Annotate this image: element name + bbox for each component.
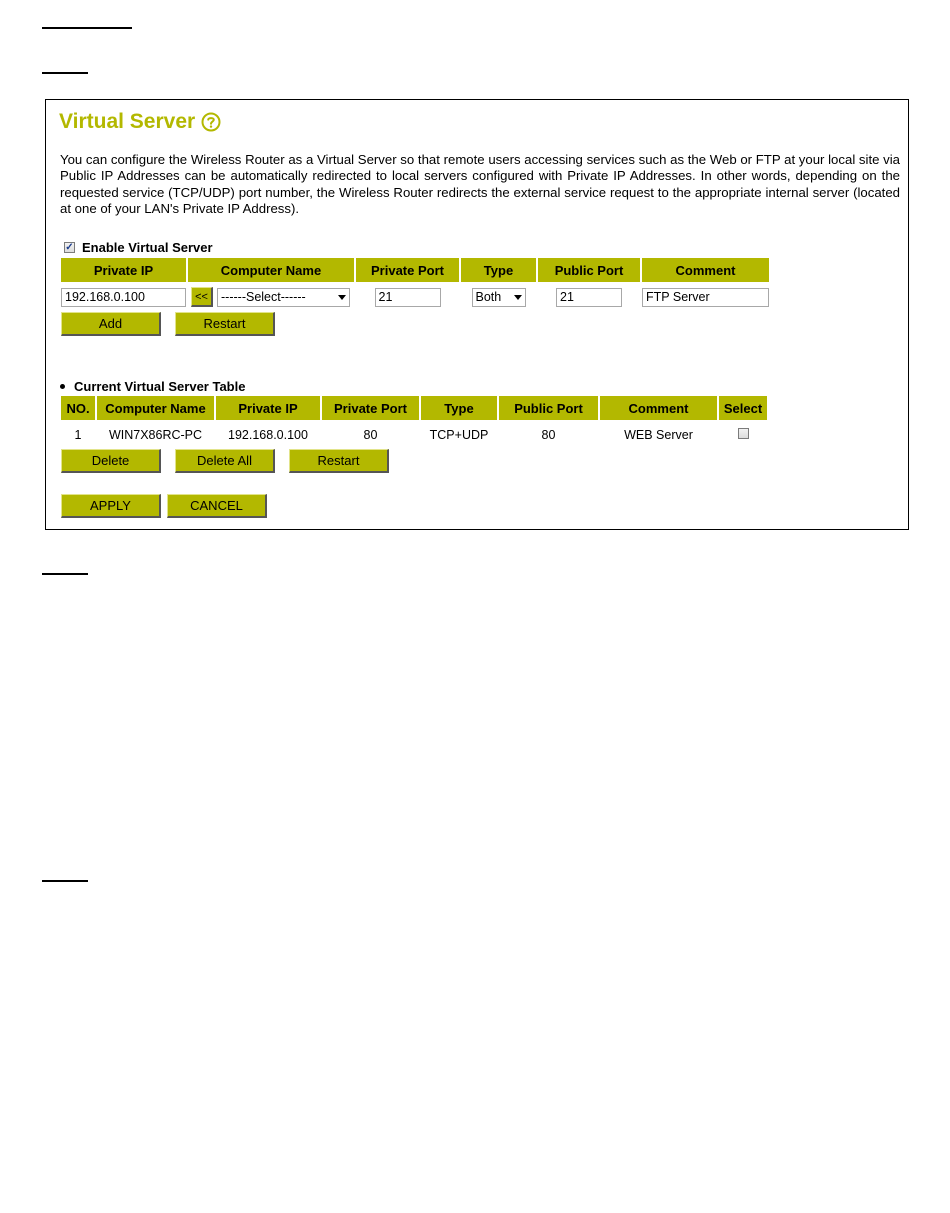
- section-underline-3: [42, 573, 88, 575]
- cell-public-port: [538, 284, 640, 310]
- header-select: Select: [719, 396, 767, 420]
- bullet-icon: [60, 384, 65, 389]
- section-underline-4: [42, 880, 88, 882]
- server-table-heading: [60, 379, 245, 394]
- cell-private-ip: [61, 284, 186, 310]
- cancel-button[interactable]: CANCEL: [167, 494, 267, 518]
- header-no: NO.: [61, 396, 95, 420]
- cell-computer-name: [188, 284, 354, 310]
- header-public-port: Public Port: [499, 396, 598, 420]
- delete-all-button[interactable]: Delete All: [175, 449, 275, 473]
- restart-table-button[interactable]: Restart: [289, 449, 389, 473]
- virtual-server-panel: [45, 99, 909, 530]
- delete-button[interactable]: Delete: [61, 449, 161, 473]
- header-comment: Comment: [600, 396, 717, 420]
- header-type: Type: [421, 396, 497, 420]
- cell-type: [461, 284, 536, 310]
- page-title: [59, 110, 221, 134]
- chevron-down-icon: [514, 295, 522, 300]
- section-underline-1: [42, 27, 132, 29]
- header-public-port: Public Port: [538, 258, 640, 282]
- type-select-value: Both: [475, 290, 502, 304]
- enable-virtual-server-label: Enable Virtual Server: [82, 240, 213, 255]
- cell-private-port: [356, 284, 459, 310]
- restart-entry-button[interactable]: Restart: [175, 312, 275, 336]
- row-type: TCP+UDP: [429, 428, 489, 442]
- entry-header-row: [61, 258, 769, 282]
- public-port-input[interactable]: 21: [556, 288, 622, 307]
- computer-name-select[interactable]: [217, 288, 350, 307]
- section-underline-2: [42, 72, 88, 74]
- row-comment: WEB Server: [624, 428, 693, 442]
- comment-input[interactable]: FTP Server: [642, 288, 769, 307]
- header-type: Type: [461, 258, 536, 282]
- server-table-header-row: [61, 396, 767, 420]
- header-private-ip: Private IP: [61, 258, 186, 282]
- header-computer-name: Computer Name: [97, 396, 214, 420]
- header-private-ip: Private IP: [216, 396, 320, 420]
- page-description: You can configure the Wireless Router as a Virtual Server so that remote users accessing services such as the Web or FTP at your local site via Public IP Addresses can be automatically redirected to local servers configured with Private IP Addresses. In other words, depending on the requested service (TCP/UDP) port number, the Wireless Router redirects the external service request to the appropriate internal server (located at one of your LAN's Private IP Address).: [60, 152, 900, 216]
- virtual-server-table: [59, 394, 769, 450]
- header-comment: Comment: [642, 258, 769, 282]
- computer-name-select-value: ------Select------: [221, 290, 306, 304]
- copy-ip-button[interactable]: <<: [191, 287, 213, 307]
- row-select-cell: [719, 422, 767, 448]
- header-private-port: Private Port: [356, 258, 459, 282]
- help-icon[interactable]: [201, 112, 221, 132]
- add-button[interactable]: Add: [61, 312, 161, 336]
- type-select[interactable]: [472, 288, 526, 307]
- row-select-checkbox[interactable]: [738, 428, 749, 439]
- header-computer-name: Computer Name: [188, 258, 354, 282]
- enable-virtual-server-checkbox[interactable]: ✓: [65, 241, 74, 253]
- row-private-ip: 192.168.0.100: [228, 428, 308, 442]
- entry-input-row: [61, 284, 769, 310]
- server-table-heading-text: Current Virtual Server Table: [74, 379, 246, 394]
- private-port-input[interactable]: 21: [375, 288, 441, 307]
- row-no: 1: [74, 428, 82, 442]
- entry-form-table: [59, 256, 771, 312]
- cell-comment: [642, 284, 769, 310]
- row-public-port: 80: [541, 428, 556, 442]
- chevron-down-icon: [338, 295, 346, 300]
- apply-button[interactable]: APPLY: [61, 494, 161, 518]
- private-ip-input[interactable]: 192.168.0.100: [61, 288, 186, 307]
- enable-virtual-server-row: [64, 240, 213, 255]
- row-computer-name: WIN7X86RC-PC: [108, 428, 203, 442]
- table-row: [61, 422, 767, 448]
- page-title-text: Virtual Server: [59, 110, 196, 133]
- row-private-port: 80: [363, 428, 378, 442]
- header-private-port: Private Port: [322, 396, 419, 420]
